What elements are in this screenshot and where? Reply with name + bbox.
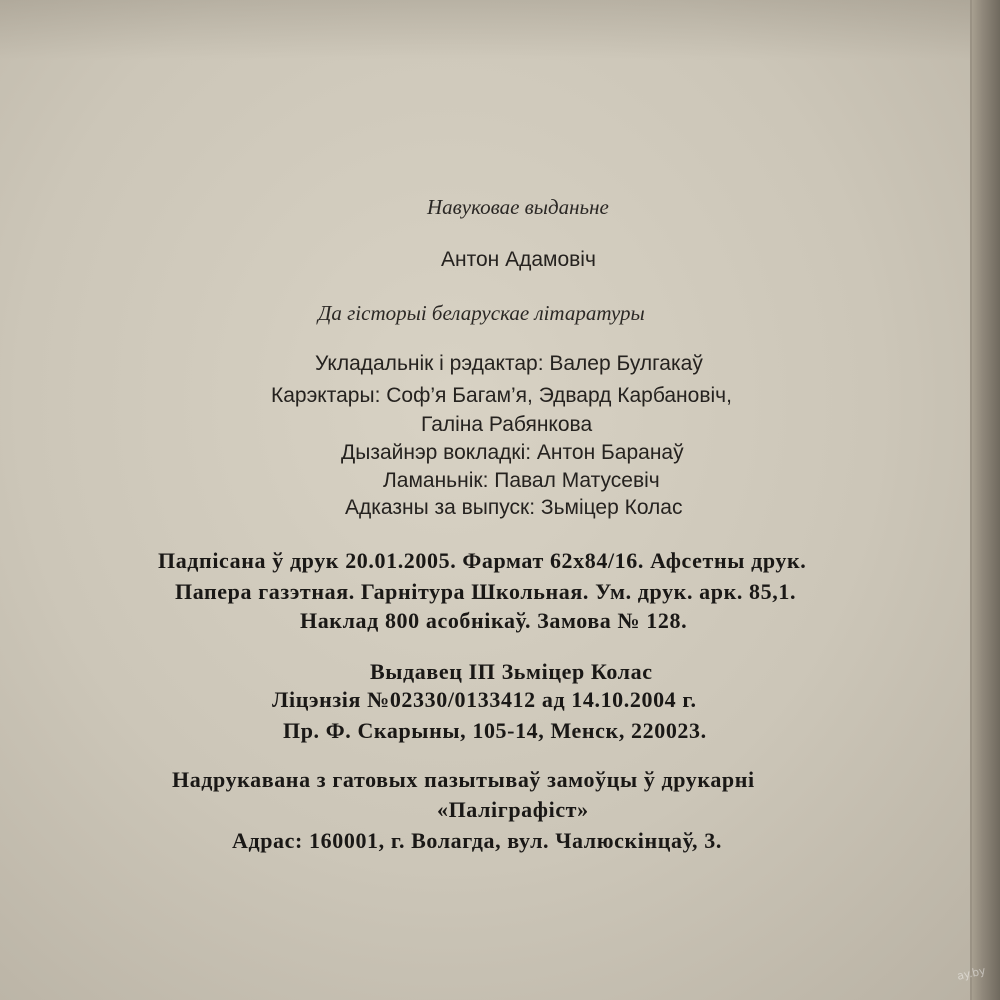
print-details-line-3: Наклад 800 асобнікаў. Замова № 128.	[300, 608, 688, 633]
credit-proofreaders: Карэктары: Соф’я Багам’я, Эдвард Карбановіч,	[271, 384, 732, 407]
credit-proofreaders-cont: Галіна Рабянкова	[421, 413, 593, 436]
printer-line-1: Надрукавана з гатовых пазытываў замоўцы ў друкарні	[172, 767, 755, 792]
credit-responsible: Адказны за выпуск: Зьміцер Колас	[345, 496, 683, 519]
author-name: Антон Адамовіч	[441, 248, 596, 271]
edition-type: Навуковае выданьне	[427, 195, 609, 219]
print-details-line-1: Падпісана ў друк 20.01.2005. Фармат 62x84/16. Афсетны друк.	[158, 548, 807, 573]
printer-name: «Паліграфіст»	[437, 797, 589, 822]
credit-compiler-editor: Укладальнік і рэдактар: Валер Булгакаў	[315, 352, 703, 375]
printer-address: Адрас: 160001, г. Волагда, вул. Чалюскінцаў, 3.	[232, 828, 722, 853]
publisher-address: Пр. Ф. Скарыны, 105-14, Менск, 220023.	[283, 718, 707, 743]
publisher-license: Ліцэнзія №02330/0133412 ад 14.10.2004 г.	[272, 687, 697, 712]
book-title: Да гісторыі беларускае літаратуры	[318, 301, 645, 325]
print-details-line-2: Папера газэтная. Гарнітура Школьная. Ум. друк. арк. 85,1.	[175, 579, 797, 604]
site-watermark: ay.by	[956, 964, 988, 983]
credit-typesetter: Ламаньнік: Павал Матусевіч	[383, 469, 660, 492]
publisher-line-1: Выдавец ІП Зьміцер Колас	[370, 659, 653, 684]
credit-cover-designer: Дызайнэр вокладкі: Антон Баранаў	[341, 441, 684, 464]
